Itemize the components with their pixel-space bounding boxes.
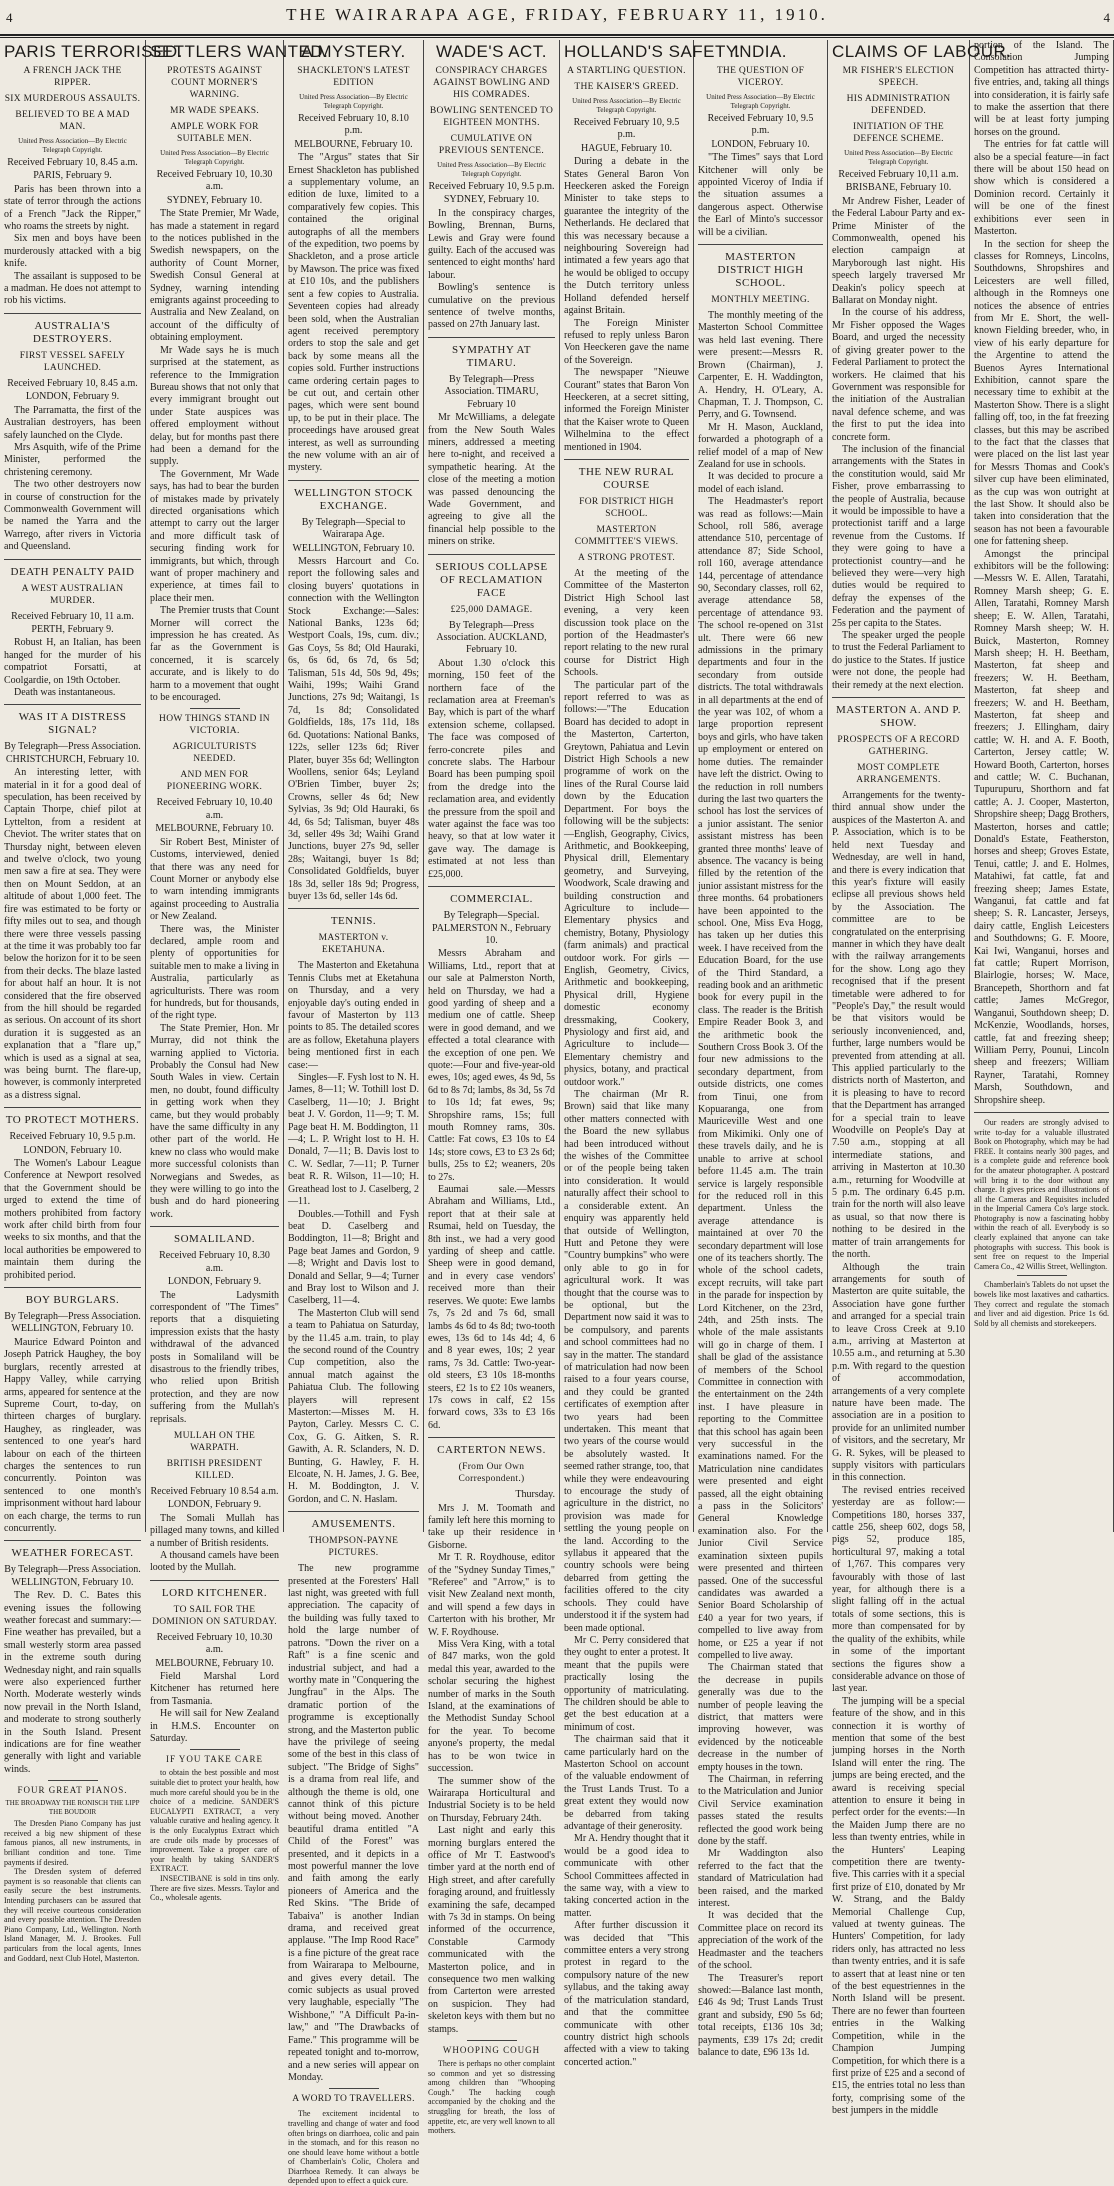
- divider: [428, 1437, 555, 1438]
- dateline: LONDON, February 9.: [25, 391, 120, 403]
- advert-heading: WHOOPING COUGH: [442, 2045, 541, 2056]
- paragraph: In the section for sheep the classes for Romneys, Lincolns, Southdowns, Shropshires and Leicesters are well filled, although in the Romneys one notices the absence of entries from Mr E. Short, the well-known Fielding breeder, who, in view of his early departure for the Argentine to attend the Buenos Ayres International Exhibition, cannot spare the necessary time to exhibit at the Masterton Show. There is a slight falling off, too, in the fat freezing classes, but this may be ascribed to the fact that the classes that were placed on the list last year for Messrs Thomas and Cook's silver cup have been eliminated, as the cup was won outright at the last Show. It should also be taken into consideration that the season has not been a favourable one for fattening sheep.: [974, 238, 1109, 548]
- paragraph: The Treasurer's report showed:—Balance last month, £46 4s 9d; Trust Lands Trust grant and subsidy, £90 5s 6d; total receipts, £136 10s 3d; payments, £39 17s 2d; credit balance to date, £96 13s 1d.: [698, 1972, 823, 2058]
- paragraph: It was decided that the Committee place on record its appreciation of the work of the Headmaster and the teachers of the school.: [698, 1910, 823, 1972]
- paragraph: The Foreign Minister refused to reply unless Baron Von Heeckeren gave the name of the Sovereign.: [564, 317, 689, 366]
- paragraph: The Masterton and Eketahuna Tennis Clubs met at Eketahuna on Thursday, and a very enjoyable day's outing ended in favour of Masterton by 113 points to 85. The detailed scores are as follow, Eketahuna players being mentioned first in each case:—: [288, 960, 419, 1071]
- subheading: PROTESTS AGAINST COUNT MORNER'S WARNING.: [167, 66, 262, 100]
- paragraph: It was decided to procure a model of each island.: [698, 471, 823, 495]
- divider: [288, 908, 419, 909]
- credit-line: United Press Association—By Electric Telegraph Copyright.: [160, 149, 269, 166]
- newspaper-title: THE WAIRARAPA AGE, FRIDAY, FEBRUARY 11, 1910.: [286, 5, 828, 24]
- paragraph: The Premier trusts that Count Morner will correct the impression he has created. As far as the Government is concerned, it is scarcely accurate, and is likely to do harm to a movement that ought to be encouraged.: [150, 605, 279, 704]
- paragraph: After further discussion it was decided that "This committee enters a very strong protest in regard to the compulsory nature of the new syllabus, and the taking away of the matriculation standard, and that the committee communicate with other country district high schools affected with a view to taking concerted action.": [564, 1920, 689, 2068]
- headline: SETTLERS WANTED.: [150, 42, 329, 61]
- subheading: AMPLE WORK FOR SUITABLE MEN.: [170, 122, 259, 144]
- divider: [832, 697, 965, 698]
- received-line: Received February 10, 8.45 a.m.: [7, 157, 138, 168]
- paragraph: The particular part of the report referred to was as follows:—"The Education Board has decided to adopt in the Masterton, Carterton, Greytown, Pahiatua and Levin District High Schools a new programme of work on the lines of the Rural Course laid down by the Education Department. For boys the following will be the subjects:—English, Geography, Civics, Arithmetic, and Bookkeeping, Physical drill, Elementary geometry, and Surveying, Woodwork, Scale drawing and building construction and Agriculture to include—Elementary physics and chemistry, Botany, Physiology (farm animals) and practical outdoor work. For girls —English, Geometry, Civics, Arithmetic and bookkeeping, Physical drill, Hygiene domestic economy dressmaking, Cookery, Physiology and first aid, and Agriculture to include—Elementary chemistry and physics, botany, and practical outdoor work.": [564, 679, 689, 1088]
- section-heading: TO PROTECT MOTHERS.: [5, 1114, 140, 1127]
- paragraph: Paris has been thrown into a state of terror through the actions of a French "Jack the Ripper," who roams the streets by night.: [4, 183, 141, 233]
- section-heading: LORD KITCHENER.: [161, 1586, 268, 1599]
- headline: CLAIMS OF LABOUR.: [832, 42, 1012, 61]
- divider: [190, 1749, 240, 1750]
- paragraph: Robust H, an Italian, has been hanged for the murder of his compatriot Forsatti, at Coolgardie, on 19th October.: [4, 637, 141, 686]
- subheading: CUMULATIVE ON PREVIOUS SENTENCE.: [438, 134, 545, 156]
- received-line: Received February 10, 10.30 a.m.: [156, 1631, 273, 1656]
- paragraph: About 1.30 o'clock this morning, 150 feet of the northern face of the reclamation area at Freeman's Bay, which is part of the wharf extension scheme, collapsed. The face was composed of ferro-concrete piles and concrete slabs. The Harbour Board has been pumping spoil from the dredge into the reclamation area, and evidently the pressure from the spoil and water against the face was too heavy, so that at low water it gave way. The damage is estimated at not less than £25,000.: [428, 657, 555, 880]
- advert-text: The excitement incidental to travelling and change of water and food often brings on diarrhoea, colic and pain in the stomach, and for this reason no one should leave home without a bottle of Chamberlain's Colic, Cholera and Diarrhoea Remedy. It can always be depended upon to effect a quick cure.: [288, 2109, 419, 2186]
- paragraph: The monthly meeting of the Masterton School Committee was held last evening. There were present:—Messrs R. Brown (Chairman), J. Carpenter, E. H. Waddington, A. Hendry, H. O'Leary, A. Chapman, T. J. Thompson, C. Perry, and G. Townsend.: [698, 310, 823, 421]
- paragraph: A thousand camels have been looted by the Mullah.: [150, 1550, 279, 1574]
- paragraph: The summer show of the Wairarapa Horticultural and Industrial Society is to be held on Thursday, February 24th.: [428, 1775, 555, 1824]
- divider: [288, 1511, 419, 1512]
- paragraph: The speaker urged the people to trust the Federal Parliament to do justice to the States. If justice were not done, the people had their remedy at the next election.: [832, 630, 965, 691]
- advert-text: There is perhaps no other complaint so common and yet so distressing among children than "Whooping Cough." The hacking cough accompanied by the choking and the struggling for breath, the loss of appetite, etc, are very well known to all mothers.: [428, 2059, 555, 2136]
- subheading: A STRONG PROTEST.: [577, 552, 676, 563]
- advert-text: to obtain the best possible and most suitable diet to protect your health, how much more careful should you be in the choice of a medicine. SANDER'S EUCALYPTI EXTRACT, a very valuable curative and healing agency. It is the only Eucalyptus Extract which are crude oils made by processes of improvement. Take a proper care of your health by taking SANDER'S EXTRACT.: [150, 1768, 279, 1874]
- received-line: Received February 10, 9.5 p.m.: [707, 113, 814, 137]
- subheading: HIS ADMINISTRATION DEFENDED.: [846, 94, 951, 116]
- headline: HOLLAND'S SAFETY.: [564, 42, 741, 61]
- divider: [150, 1580, 279, 1581]
- section-heading: WELLINGTON STOCK EXCHANGE.: [293, 486, 414, 512]
- byline: By Telegraph—Press Association. WELLINGTON, February 10.: [4, 1564, 141, 1588]
- byline: By Telegraph—Press Association. TIMARU, February 10: [444, 373, 539, 410]
- subheading: MR FISHER'S ELECTION SPEECH.: [842, 66, 955, 88]
- divider: [288, 480, 419, 481]
- paragraph: The Parramatta, the first of the Australian destroyers, has been safely launched on the Clyde.: [4, 404, 141, 441]
- received-line: Received February 10,11 a.m.: [838, 169, 959, 180]
- section-heading: SERIOUS COLLAPSE OF RECLAMATION FACE: [435, 560, 548, 599]
- paragraph: The new programme presented at the Foresters' Hall last night, was greeted with full appreciation. The capacity of the building was fully taxed to hold the large number of patrons. "Down the river on a Raft" is a fine scenic and industrial subject, and had a worthy mate in "Conquering the Jungfrau" in the Alps. The dramatic portion of the programme is exceptionally strong, and the Masterton public have the privilege of seeing some of the best in this class of subject. "The Bridge of Sighs" is a drama from real life, and although the theme is old, one cannot think of this picture without being moved. Another beautiful drama entitled "A Child of the Forest" was presented, and it depicts in a most powerful manner the love and faith among the early pioneers of America and the Red Skins. "The Bride of Tabaiva" is another Indian drama, and received great applause. "The Imp Rood Race" is a fine picture of the great race from Wairarapa to Melbourne, and gives every detail. The comic subjects as usual proved very laughable, especially "The Wishbone," "A Difficult Pa-in-law," and "The Drawbacks of Fame." This programme will be repeated tonight and to-morrow, and a new series will appear on Monday.: [288, 1563, 419, 2083]
- paragraph: Mr Waddington also referred to the fact that the standard of Matriculation had been raised, and the marked interest.: [698, 1848, 823, 1910]
- divider: [1017, 1275, 1067, 1276]
- paragraph: Eaumai sale.—Messrs Abraham and Williams, Ltd., report that at their sale at Rsumai, held on Tuesday, the 8th inst., we had a very good yarding of sheep and cattle. Sheep were in good demand, and in every case vendors' received more than their reserves. We quote: Ewe lambs 7s, 7s 2d and 7s 6d, small lambs 4s 6d to 4s 8d; two-tooth ewes, 13s 6d to 14s 4d; 4, 6 and 8 year ewes, 10s; 2 year rams, 7s 3d. Cattle: Two-year-old steers, £3 10s 18-months steers, £2 1s to £2 10s weaners, 17s cows in calf, £2 15s forward cows, 33s to £3 16s 6d.: [428, 1184, 555, 1431]
- paragraph: The Chairman, in referring to the Matriculation and Junior Civil Service examination passes stated the results reflected the good work being done by the staff.: [698, 1774, 823, 1848]
- subheading: MONTHLY MEETING.: [711, 295, 810, 306]
- subheading: HOW THINGS STAND IN VICTORIA.: [159, 714, 270, 737]
- masthead: [0, 0, 1114, 36]
- paragraph: Mr C. Perry considered that they ought to enter a protest. It meant that the pupils were practically losing the opportunity of matriculating. The children should be able to get the best education at a minimum of cost.: [564, 1634, 689, 1733]
- dateline: LONDON, February 10.: [711, 138, 810, 150]
- subheading: AGRICULTURISTS NEEDED.: [172, 742, 257, 765]
- received-line: Received February 10, 9.5 p.m.: [428, 181, 555, 192]
- received-line: Received February 10, 9.5 p.m.: [9, 1131, 136, 1143]
- paragraph: Last night and early this morning burglars entered the office of Mr T. Eastwood's timber yard at the north end of High street, and after carefully foraging around, and fruitlessly examining the safe, decamped with 7s 3d in stamps. On being informed of the occurrence, Constable Carmody communicated with the Masterton police, and in consequence two men walking from Carterton were arrested on suspicion. They had skeleton keys with them but no stamps.: [428, 1825, 555, 2035]
- paragraph: Bowling's sentence is cumulative on the previous sentence of twelve months, passed on 27th January last.: [428, 282, 555, 331]
- subheading: MR WADE SPEAKS.: [169, 106, 260, 116]
- paragraph: The chairman (Mr R. Brown) said that like many other matters connected with the Board the new syllabus had been introduced without the wishes of the Committee or of the people being taken into consideration. It would naturally affect their school to a considerable extent. An enquiry was apparently held that outside of Wellington, Hutt and Petone they were "Country bumpkins" who were only able to go in for agricultural work. It was thought that the course was to be optional, but the Department now said it was to be compulsory, and parents and school committees had no say in the matter. The standard of matriculation had now been raised to a four years course, and they could be granted certificates of exemption after two years had been undertaken. This meant that two years of the course would be absolutely wasted. It seemed rather strange, too, that while they were endeavouring to encourage the study of agriculture in the district, no provision was made for settling the young people on the land. According to the syllabus it appeared that the country schools were being debarred from getting the facilities offered to the city schools. They could have understood it if the system had been made optional.: [564, 1089, 689, 1634]
- paragraph: The entries for fat cattle will also be a special feature—in fact there will be about 150 head on show which is considered a Dominion record. Certainly it will be one of the finest exhibitions ever seen in Masterton.: [974, 139, 1109, 238]
- paragraph: The "Argus" states that Sir Ernest Shackleton has published a supplementary volume, an edition de luxe, limited to a comparatively few copies. This contained the original autographs of all the members of the expedition, two poems by Shackleton, and a prose article by Mawson. The price was fixed at £10 10s, and the publishers sent a few copies to Australia. Seventeen copies had already been sold, when the Australian agent received peremptory orders to stop the sale and get back by some means all the copies sold. Further instructions came ordering certain pages to be cut out, and certain other pages, which were sent bound up, to be put in their place. The proceedings have aroused great interest, as well as surrounding the new volume with an air of mystery.: [288, 152, 419, 474]
- section-heading: CARTERTON NEWS.: [437, 1444, 546, 1457]
- paragraph: Field Marshal Lord Kitchener has returned here from Tasmania.: [150, 1671, 279, 1707]
- divider: [467, 2040, 517, 2041]
- dateline: PERTH, February 9.: [31, 623, 114, 635]
- headline: PARIS TERRORISED.: [4, 42, 183, 61]
- subheading: BRITISH PRESIDENT KILLED.: [166, 1458, 263, 1481]
- credit-line: United Press Association—By Electric Telegraph Copyright.: [299, 93, 408, 110]
- column-2: [146, 40, 329, 1903]
- column-5: [560, 40, 741, 2068]
- paragraph: In the conspiracy charges, Bowling, Brennan, Burns, Lewis and Gray were found guilty. Each of the accused was sentenced to eight months' hard labour.: [428, 207, 555, 281]
- paragraph: Amongst the principal exhibitors will be the following:—Messrs W. E. Allen, Taratahi, Romney Marsh sheep; G. E. Allen, Taratahi, Romney Marsh sheep; E. W. Allen, Taratahi, Romney Marsh sheep; W. H. Buick, Masterton, Romney Marsh sheep; H. H. Beetham, Masterton, fat sheep and freezers; W. H. Beetham, Masterton, fat sheep and freezers; W. and H. Beetham, Masterton, fat sheep and freezers; J. Ellingham, dairy cattle; W. H. and A. F. Booth, Carterton, Jersey cattle; W. Howard Booth, Carterton, horses and cattle; W. C. Buchanan, Tupurupuru, Shorthorn and fat cattle; A. J. Cooper, Masterton, Shropshire sheep; Dagg Brothers, Masterton, horses and cattle; Donald's Estate, Featherston, horses and sheep; Groves Estate, Tenui, cattle; J. and E. Holmes, Matahiwi, fat cattle, fat and freezing sheep; James Estate, Wanganui, fat cattle and fat sheep; S. R. Lancaster, Jerseys, dairy cattle, English Leicesters and Southdowns; G. F. Moore, Kai Iwi, Wanganui, horses and fat cattle; Rupert Morrison, Blairlogie, horses; W. Mace, Brancepeth, Shorthorn and fat cattle; James McGregor, Wanganui, Southdown sheep; D. McKenzie, Woodlands, horses, cattle, fat and freezing sheep; William Perry, Pounui, Lincoln sheep and freezers; William Rayner, Taratahi, Romney Marsh, Southdown, and Shropshire sheep.: [974, 548, 1109, 1106]
- divider: [698, 244, 823, 245]
- subheading: A WEST AUSTRALIAN MURDER.: [21, 583, 124, 606]
- received-line: Received February 10, 9.5 p.m.: [573, 117, 680, 141]
- section-heading: SOMALILAND.: [174, 1233, 255, 1246]
- byline: By Telegraph—Special to Wairarapa Age.: [301, 516, 406, 541]
- paragraph: Singles—F. Fysh lost to N. H. James, 8—11; W. Tothill lost D. Caselberg, 11—10; J. Bright beat J. V. Gordon, 11—9; T. M. Page beat H. M. Boddington, 11—4; L. P. Wright lost to H. H. Donald, 7—11; B. Davis lost to C. W. Sedlar, 7—11; P. Turner beat R. R. Wilson, 11—10; H. Greathead lost to J. Caselberg, 2—11.: [288, 1072, 419, 1208]
- subheading: BELIEVED TO BE A MAD MAN.: [15, 110, 130, 132]
- subheading: CONSPIRACY CHARGES AGAINST BOWLING AND HIS COMRADES.: [433, 66, 550, 100]
- section-heading: TENNIS.: [330, 915, 377, 928]
- divider: [150, 1226, 279, 1227]
- received-line: Received February 10, 8.30 a.m.: [159, 1250, 270, 1274]
- paragraph: The assailant is supposed to be a madman. He does not attempt to rob his victims.: [4, 270, 141, 307]
- dateline: SYDNEY, February 10.: [443, 194, 540, 206]
- divider: [974, 1112, 1109, 1113]
- section-heading: COMMERCIAL.: [450, 893, 533, 906]
- divider: [4, 1540, 141, 1541]
- advert-text: Our readers are strongly advised to write to-day for a valuable illustrated Book on Photography, which may be had FREE. It contains nearly 300 pages, and is a complete guide and reference book for the amateur photographer. A postcard will bring it to the door without any charge. It gives prices and illustrations of all the Cameras and Requisites included in the Imperial Camera Co's large stock. Photography is now a fascinating hobby within the reach of all. Everybody is so clearly explained that anyone can take photographs with success. This book is sent free on request to the Imperial Camera Co., 42 Willis Street, Wellington.: [974, 1117, 1109, 1271]
- paragraph: The Masterton Club will send a team to Pahiatua on Saturday, by the 11.45 a.m. train, to play the second round of the Country Cup competition, also the annual match against the Pahiatua Club. The following players will represent Masterton:—Misses M. H. Payton, Carley. Messrs C. C. Cox, G. G. Aitken, S. R. Gawith, A. R. Sclanders, N. D. Bunting, G. Hawley, F. H. Elcoate, N. H. James, J. G. Bee, H. M. Boddington, J. V. Gordon, and C. N. Haslam.: [288, 1307, 419, 1505]
- paragraph: Mrs J. M. Toomath and family left here this morning to take up their residence in Gisborne.: [428, 1502, 555, 1551]
- paragraph: Mrs Asquith, wife of the Prime Minister, performed the christening ceremony.: [4, 441, 141, 478]
- column-8: [970, 40, 1114, 1532]
- credit-line: United Press Association—By Electric Telegraph Copyright.: [437, 161, 546, 178]
- paragraph: Miss Vera King, with a total of 847 marks, won the gold medal this year, awarded to the scholar securing the highest number of marks in the South Island, at the examinations of the Methodist Sunday School for the year. To become anyone's property, the medal has to be won twice in succession.: [428, 1639, 555, 1775]
- paragraph: During a debate in the States General Baron Von Heeckeren asked the Foreign Minister to take steps to guarantee the integrity of the Netherlands. He declared that this was necessary because a neighbouring Sovereign had intimated a few years ago that he would be obliged to occupy the Dutch territory unless Holland defended herself against Britain.: [564, 156, 689, 317]
- paragraph: Maurice Edward Pointon and Joseph Patrick Haughey, the boy burglars, recently arrested at Happy Valley, while carrying arms, appeared for sentence at the Supreme Court, to-day, on thirteen charges of burglary. Haughey, as ringleader, was sentenced to one year's hard labour on each of the thirteen charges the sentences to run concurrently. Pointon was sentenced to one month's imprisonment without hard labour on each charge, the terms to run concurrently.: [4, 1336, 141, 1534]
- dateline: LONDON, February 9.: [167, 1499, 262, 1511]
- section-heading: AMUSEMENTS.: [311, 1518, 396, 1531]
- headline: WADE'S ACT.: [435, 42, 548, 61]
- subheading: FOR DISTRICT HIGH SCHOOL.: [579, 496, 674, 519]
- headline: INDIA.: [733, 42, 788, 61]
- page-number: 4: [6, 10, 13, 25]
- subheading: THE KAISER'S GREED.: [574, 82, 679, 92]
- paragraph: Mr Andrew Fisher, Leader of the Federal Labour Party and ex-Prime Minister of the Commonwealth, opened his election campaign at Maryborough last night. His speech largely traversed Mr Deakin's policy speech at Ballarat on Monday night.: [832, 195, 965, 307]
- section-heading: THE NEW RURAL COURSE: [578, 465, 675, 491]
- credit-line: United Press Association—By Electric Telegraph Copyright.: [706, 93, 815, 110]
- divider: [4, 559, 141, 560]
- paragraph: Mr H. Mason, Auckland, forwarded a photograph of a relief model of a map of New Zealand for use in schools.: [698, 421, 823, 470]
- column-4: [424, 40, 560, 2136]
- subheading: AND MEN FOR PIONEERING WORK.: [166, 770, 263, 793]
- advert-heading: A WORD TO TRAVELLERS.: [292, 2094, 415, 2105]
- paragraph: Arrangements for the twenty-third annual show under the auspices of the Masterton A. and P. Association, which is to be held next Tuesday and Wednesday, are well in hand, and there is every indication that this year's fixture will easily eclipse all previous shows held by the Association. The committee are to be congratulated on the enterprising manner in which they have dealt with the railway arrangements for the show. Long ago they recognised that if the present timetable were adhered to for "People's Day," the result would be that visitors would be seriously inconvenienced, and, further, large numbers would be prevented from attending at all. This applied particularly to the districts north of Masterton, and it is pleasing to have to record that the Department has arranged for a special train to leave Woodville on People's Day at 7.50 a.m., stopping at all intermediate stations, and arriving in Masterton at 10.30 a.m., returning for Woodville at 5 p.m. The ordinary 6.45 p.m. train for the north will also leave as usual, so that now there is nothing to be desired in the matter of train arrangements for the north.: [832, 790, 965, 1261]
- section-heading: SYMPATHY AT TIMARU.: [452, 343, 531, 369]
- paragraph: Sir Robert Best, Minister of Customs, interviewed, denied that there was any need for Count Morner or anybody else to warn intending immigrants against proceeding to Australia or New Zealand.: [150, 836, 279, 923]
- paragraph: The Headmaster's report was read as follows:—Main School, roll 586, average attendance 510, percentage of attendance 87; Side School, roll 160, average attendance 144, percentage of attendance 90, Secondary classes, roll 62, average attendance 58, percentage of attendance 93. The school re-opened on 31st ult. There were 66 new admissions in the primary departments and four in the secondary from outside districts. The total withdrawals in all departments at the end of the year was 102, of whom a large proportion represent boys and girls, who have taken up employment or entered on home duties. The remainder have left the district. Owing to the reduction in roll numbers during the last two quarters the school has lost the services of a junior assistant. The senior assistant mistress has been granted three months' leave of absence. The vacancy is being filled by the retention of the junior assistant mistress for the three months. 64 probationers have been appointed to the school. One, Miss Eva Hogg, has taken up her duties this week. I have received from the Education Board, for the use of the Third Standard, a reading book and an arithmetic book for every pupil in the class. The reader is the British Empire Reader Book 3, and the arithmetic book the Southern Cross Book 3. Of the four new admissions to the secondary department, from outside districts, one comes from Tinui, one from Kopuaranga, one from Mauriceville West and one from Mikimiki. Only one of these travels daily, and he is unable to arrive at school before 11.45 a.m. The train service is largely responsible for the reduced roll in this department. Unless the average attendance is maintained at over 70 the secondary department will lose one of its teachers shortly. The whole of the school cadets, except recruits, will take part in the parade for inspection by Lord Kitchener, on the 23rd, 24th, and 25th insts. The whole of the male assistants will go in charge of them. I shall be glad of the assistance of members of the School Committee in connection with the entertainment on the 24th inst. I have pleasure in reporting to the Committee that this school has again been very successful in the examinations named. For the Matriculation nine candidates were presented and eight passed, all the eight obtaining a pass in the Solicitors' General Knowledge examination also. For the Junior Civil Service examination sixteen pupils were presented and thirteen passed. One of the successful candidates was awarded a Senior Board Scholarship of £40 a year for two years, if compelled to live away from home, or £25 a year if not compelled to live away.: [698, 496, 823, 1661]
- advert-text: INSECTIBANE is sold in tins only. There are five sizes. Messrs. Taylor and Co., wholesale agents.: [150, 1874, 279, 1903]
- paragraph: He will sail for New Zealand in H.M.S. Encounter on Saturday.: [150, 1708, 279, 1745]
- paragraph: Six men and boys have been murderously attacked with a big knife.: [4, 233, 141, 270]
- dateline: WELLINGTON, February 10.: [292, 542, 415, 554]
- paragraph: Death was instantaneous.: [14, 687, 116, 698]
- credit-line: United Press Association—By Electric Telegraph Copyright.: [844, 149, 953, 166]
- dateline: PARIS, February 9.: [33, 170, 112, 182]
- received-line: Received February 10, 8.10 p.m.: [298, 113, 409, 137]
- section-heading: WEATHER FORECAST.: [11, 1547, 134, 1560]
- paragraph: The Government, Mr Wade says, has had to bear the burden of mistakes made by privately directed organisations which attempt to carry out the larger and more difficult task of securing finding work for immigrants, but which, through want of proper machinery and experience, at times fail to place their men.: [150, 468, 279, 604]
- paragraph: The jumping will be a special feature of the show, and in this connection it is worthy of mention that some of the best jumping horses in the North Island will enter the ring. The jumps are being erected, and the award is receiving special attention to ensure it being in perfect order for the events:—In the Maiden Jump there are no less than twenty entries, while in the Hunters' Leaping competition there are twenty-five. This carries with it a special first prize of £10, donated by Mr W. Strang, and the Baldy Memorial Challenge Cup, valued at twenty guineas. The Hunters' Competition, for lady riders only, has attracted no less than twenty entries, and it is safe to assert that at least nine or ten of the best equestriennes in the North Island will be present. There are no fewer than fourteen entries in the Walking Competition, while in the Champion Jumping Competition, for which there is a first prize of £25 and a second of £15, the entries total no less than forty, comprising some of the best jumpers in the middle: [832, 1695, 965, 2117]
- column-1: [0, 40, 183, 1963]
- credit-line: United Press Association—By Electric Telegraph Copyright.: [18, 137, 127, 154]
- paragraph: The chairman said that it came particularly hard on the Masterton School on account of the valuable endowment of the Trust Lands Trust. To a great extent they would now be debarred from taking advantage of their generosity.: [564, 1734, 689, 1832]
- paragraph: The Chairman stated that the decrease in pupils generally was due to the number of people leaving the district, that matters were improving however, was evidenced by the noticeable decrease in the number of empty houses in the town.: [698, 1662, 823, 1773]
- divider: [4, 1287, 141, 1288]
- paragraph: There was, the Minister declared, ample room and plenty of opportunities for suitable men to make a living in Australia, particularly as agriculturists. There was room for hundreds, but for thousands, of the right type.: [150, 923, 279, 1022]
- paragraph: The inclusion of the financial arrangements with the States in the constitution would, said Mr Fisher, prove embarrassing to the people of Australia, because it would be impossible to have a protectionist tariff and a large revenue from the Customs. If they were going to have a protectionist country—and he believed they were—very high duties would be required to defray the expenses of the Federation and the payment of 25s per capita to the States.: [832, 443, 965, 629]
- paragraph: Although the train arrangements for south of Masterton are quite suitable, the Association have gone further and arranged for a special train to leave Cross Creek at 9.10 a.m., arriving at Masterton at 10.55 a.m., and returning at 5.30 p.m. With regard to the question of accommodation, arrangements of a very complete nature have been made. The association are in a position to provide for an unlimited number of visitors, and the secretary, Mr G. R. Sykes, will be pleased to supply visitors with particulars in this connection.: [832, 1261, 965, 1484]
- dateline: LONDON, February 10.: [23, 1144, 122, 1156]
- subheading: BOWLING SENTENCED TO EIGHTEEN MONTHS.: [429, 106, 554, 128]
- received-line: Received February 10, 10.30 a.m.: [156, 169, 273, 193]
- subheading: SHACKLETON'S LATEST EDITION: [297, 66, 410, 88]
- divider: [48, 1780, 98, 1781]
- divider: [4, 1107, 141, 1108]
- subheading: THE QUESTION OF VICEROY.: [716, 66, 805, 88]
- paragraph: The Ladysmith correspondent of "The Times" reports that a disquieting impression exists that the hasty withdrawal of the advanced posts in Somaliland will be disastrous to the friendly tribes, who relied upon British protection, and they are now suffering from the Mullah's reprisals.: [150, 1289, 279, 1425]
- dateline: MELBOURNE, February 10.: [155, 823, 274, 835]
- dateline: Thursday.: [515, 1489, 555, 1501]
- subheading: PROSPECTS OF A RECORD GATHERING.: [837, 735, 960, 758]
- subheading: A FRENCH JACK THE RIPPER.: [23, 66, 122, 88]
- paragraph: portion of the Island. The Consolation Jumping Competition has attracted thirty-five entries, and, taking all things into consideration, it is fairly safe to make the assertion that there will be at least forty jumping horses on the ground.: [974, 40, 1109, 138]
- advert-heading: FOUR GREAT PIANOS.: [17, 1785, 128, 1796]
- paragraph: Mr T. R. Roydhouse, editor of the "Sydney Sunday Times," "Referee" and "Arrow," is to visit New Zealand next month, and will spend a few days in Carterton with his brother, Mr W. F. Roydhouse.: [428, 1552, 555, 1638]
- advert-text: Chamberlain's Tablets do not upset the bowels like most laxatives and cathartics. They correct and regulate the stomach and liver and aid digestion. Price 1s 6d. Sold by all chemists and storekeepers.: [974, 1280, 1109, 1328]
- paragraph: The Rev. D. C. Bates this evening issues the following weather forecast and summary:—Fine weather has prevailed, but a small westerly storm area passed in the extreme south during Wednesday night, and rain squalls were also experienced further North. Moderate westerly winds now prevail in the North Island, and moderate to strong southerly in the South Island. Present indications are for fine weather generally with light and variable winds.: [4, 1590, 141, 1775]
- paragraph: The State Premier, Hon. Mr Murray, did not think the warning applied to Victoria. Probably the Consul had New South Wales in view. Certain men, no doubt, found difficulty in getting work when they came, but they would probably have the same difficulty in any other part of the world. He knew no class who would make more successful colonists than Norwegians and Swedes, as they were willing to go into the bush and do hard pioneering work.: [150, 1022, 279, 1220]
- subheading: MASTERTON v. EKETAHUNA.: [318, 933, 389, 956]
- divider: [428, 886, 555, 887]
- subheading: MULLAH ON THE WARPATH.: [173, 1430, 256, 1453]
- subheading: (From Our Own Correspondent.): [458, 1462, 525, 1485]
- byline: By Telegraph—Press Association. CHRISTCHURCH, February 10.: [4, 741, 141, 765]
- paragraph: Mr Wade says he is much surprised at the statement, as reference to the Immigration Bureau shows that not only that every immigrant brought out under State auspices was offered employment without delay, but for months past there had been a demand for the supply.: [150, 344, 279, 468]
- subheading: £25,000 DAMAGE.: [450, 604, 533, 615]
- paragraph: The two other destroyers now in course of construction for the Commonwealth Government will be named the Yarra and the Warrego, after rivers in Victoria and Queensland.: [4, 479, 141, 553]
- divider: [564, 459, 689, 460]
- section-heading: MASTERTON A. AND P. SHOW.: [835, 704, 962, 730]
- divider: [329, 2088, 379, 2089]
- dateline: SYDNEY, February 10.: [166, 194, 263, 206]
- received-line: Received February 10 8.54 a.m.: [150, 1485, 279, 1497]
- divider: [4, 313, 141, 314]
- paragraph: Messrs Harcourt and Co. report the following sales and closing buyers' quotations in connection with the Wellington Stock Exchange:—Sales: National Banks, 123s 6d; Westport Coals, 19s, cum. div.; Gas Coys, 5s 8d; Old Hauraki, 6s, 6s 6d, 6s 7d, 6s 5d; Talisman, 51s 4d, 50s 9d, 49s; Waihi, 199s; Waihi Grand Junctions, 27s 9d; Waitangi, 1s 7d, 1s 8d; Consolidated Goldfields, 18s, 17s 11d, 18s 6d. Quotations: National Banks, 122s, seller 123s 6d; River Plater, buyer 35s 6d; Wellington Woollens, senior 64s; Leyland O'Brien Timber, buyer 2s; Crowns, seller 4s 6d; New Sylvias, 3s 9d; Old Hauraki, 6s 4d, 6s 5d; Talisman, buyer 48s 3d, seller 49s 3d; Waihi Grand Junctions, buyer 27s 9d, seller 28s; Waitangi, buyer 1s 8d; Consolidated Goldfields, buyer 18s 3d, seller 18s 9d; Progress, buyer 13s 6d, seller 14s 6d.: [288, 556, 419, 902]
- subheading: THOMPSON-PAYNE PICTURES.: [308, 1536, 399, 1559]
- paragraph: At the meeting of the Committee of the Masterton District High School last evening, a very keen discussion took place on the portion of the Headmaster's report relating to the new rural course for District High Schools.: [564, 567, 689, 679]
- received-line: Received February 10, 10.40 a.m.: [156, 797, 273, 821]
- headline: A MYSTERY.: [301, 42, 406, 61]
- divider: [428, 337, 555, 338]
- paragraph: In the course of his address, Mr Fisher opposed the Wages Board, and urged the necessity of giving greater power to the Federal Parliament to protect the workers. He claimed that his Government was responsible for the initiation of the Australian naval defence scheme, and was the first to put the idea into concrete form.: [832, 307, 965, 443]
- byline: By Telegraph—Press Association. WELLINGTON, February 10.: [4, 1311, 141, 1335]
- paragraph: "The Times" says that Lord Kitchener will only be appointed Viceroy of India if the situation assumes a dangerous aspect. Otherwise the Earl of Minto's successor will be a civilian.: [698, 152, 823, 238]
- paragraph: The newspaper "Nieuwe Courant" states that Baron Von Heeckeren, at a secret sitting, informed the Foreign Minister that the Kaiser wrote to Queen Wilhelmina to the effect mentioned in 1904.: [564, 367, 689, 453]
- credit-line: United Press Association—By Electric Telegraph Copyright.: [572, 97, 681, 114]
- paragraph: Mr McWilliams, a delegate from the New South Wales miners, addressed a meeting here to-night, and received a sympathetic hearing. At the close of the meeting a motion was passed denouncing the Wade Government, and agreeing to give all the financial help possible to the miners on strike.: [428, 412, 555, 548]
- dateline: BRISBANE, February 10.: [845, 182, 952, 194]
- paragraph: The State Premier, Mr Wade, has made a statement in regard to the notices published in the Swedish newspapers, on the authority of Count Morner, Swedish Consul General at Sydney, warning intending emigrants against proceeding to Australia and New Zealand, on account of the difficulty of obtaining employment.: [150, 208, 279, 344]
- subheading: A STARTLING QUESTION.: [567, 66, 686, 76]
- divider: [4, 704, 141, 705]
- paragraph: The revised entries received yesterday are as follow:—Competitions 180, horses 337, cattle 256, sheep 602, dogs 58, pigs 52, produce 185, horticultural 97, making a total of 1,767. This compares very favourably with those of last year, for although there is a slight falling off in the actual totals of some sections, this is more than compensated for by the quality of the exhibits, while in some of the important sections the figures show a considerable advance on those of last year.: [832, 1484, 965, 1695]
- section-heading: DEATH PENALTY PAID: [10, 565, 135, 578]
- section-heading: MASTERTON DISTRICT HIGH SCHOOL.: [717, 251, 804, 290]
- paragraph: The Somali Mullah has pillaged many towns, and killed a number of British residents.: [150, 1512, 279, 1549]
- paragraph: Mr A. Hendry thought that it would be a good idea to communicate with other School Committees affected in the same way, with a view to taking concerted action in the matter.: [564, 1833, 689, 1919]
- advert-heading: IF YOU TAKE CARE: [165, 1754, 264, 1765]
- dateline: MELBOURNE, February 10.: [294, 138, 413, 150]
- section-heading: BOY BURGLARS.: [25, 1294, 120, 1307]
- advert-text: The Dresden system of deferred payment is so reasonable that clients can easily secure the best instruments. Intending purchasers can be assured that they will receive courteous consideration and every possible attention. The Dresden Piano Company, Ltd., Wellington. North Island Manager, M. J. Brookes. Full particulars from the local agents, Innes and Goddard, next Club Hotel, Masterton.: [4, 1867, 141, 1963]
- advert-text: The Dresden Piano Company has just received a big new shipment of these famous pianos, all new instruments, in brilliant condition and tone. Time payments if desired.: [4, 1819, 141, 1867]
- column-6: [694, 40, 828, 2058]
- subheading: SIX MURDEROUS ASSAULTS.: [4, 94, 141, 104]
- masthead-rule: [0, 37, 1114, 38]
- section-heading: AUSTRALIA'S DESTROYERS.: [32, 319, 113, 345]
- dateline: MELBOURNE, February 10.: [155, 1657, 274, 1669]
- column-3: [284, 40, 424, 2186]
- received-line: Received February 10, 8.45 a.m.: [7, 377, 138, 389]
- section-heading: WAS IT A DISTRESS SIGNAL?: [18, 711, 127, 737]
- dateline: HAGUE, February 10.: [580, 142, 673, 154]
- byline: By Telegraph—Special. PALMERSTON N., February 10.: [432, 910, 551, 946]
- paragraph: Messrs Abraham and Williams, Ltd., report that at our sale at Palmerston North, held on Thursday, we had a good yarding of sheep and a medium one of cattle. Sheep were in good demand, and we effected a total clearance with the exception of one pen. We quote:—Four and five-year-old ewes, 10s; aged ewes, 4s 9d, 5s 6d to 8s 7d; lambs, 8s 3d, 5s 7d to 10s 1d; fat ewes, 9s; Shropshire rams, 15s; full mouth Romney rams, 30s. Cattle: Fat cows, £3 10s to £4 14s; store cows, £3 to £3 2s 6d; bulls, 25s to £2; weaners, 20s to 27s.: [428, 948, 555, 1183]
- paragraph: The Women's Labour League Conference at Newport resolved that the Government should be urged to extend the time of mothers prohibited from factory work after child birth from four weeks to six months, and that the local authorities be empowered to maintain them during the prohibited period.: [4, 1158, 141, 1281]
- subheading: TO SAIL FOR THE DOMINION ON SATURDAY.: [152, 1604, 277, 1627]
- advert-subheading: THE BROADWAY THE RONISCH THE LIPP THE BOUDOIR: [5, 1799, 140, 1817]
- subheading: FIRST VESSEL SAFELY LAUNCHED.: [19, 350, 126, 373]
- paragraph: An interesting letter, with material in it for a good deal of speculation, has been received by Captain Thorpe, chief pilot at Lyttelton, from a resident at Cheviot. The writer states that on Thursday night, between eleven and twelve o'clock, two young men saw a fire at sea. They were then on Mount Seddon, at an altitude of about 1,000 feet. The fire was estimated to be forty or fifty miles out to sea, and though there were three vessels passing at the time it was probably too far below the horizon for it to be seen from their decks. The blaze lasted for about half an hour. It is not considered that the fire observed from the hill should be regarded as serious. On account of its short duration it is suggested as an explanation that a "flare up," which is used as a signal at sea, was being burnt. The flare-up, however, is commonly interpreted as a distress signal.: [4, 767, 141, 1101]
- subheading: MASTERTON COMMITTEE'S VIEWS.: [574, 524, 679, 547]
- subheading: MOST COMPLETE ARRANGEMENTS.: [856, 763, 941, 786]
- received-line: Received February 10, 11 a.m.: [11, 610, 134, 622]
- column-7: [828, 40, 1012, 2117]
- dateline: LONDON, February 9.: [167, 1276, 262, 1288]
- paragraph: Doubles.—Tothill and Fysh beat D. Caselberg and Boddington, 11—8; Bright and Page beat James and Gordon, 9—8; Wright and Davis lost to Donald and Sellar, 9—4; Turner and Bray lost to Wilson and J. Caselberg, 11—4.: [288, 1208, 419, 1307]
- divider: [428, 554, 555, 555]
- subheading: INITIATION OF THE DEFENCE SCHEME.: [853, 122, 944, 144]
- divider: [190, 708, 240, 709]
- page-number-right: 4: [1103, 10, 1110, 25]
- byline: By Telegraph—Press Association. AUCKLAND, February 10.: [436, 619, 547, 656]
